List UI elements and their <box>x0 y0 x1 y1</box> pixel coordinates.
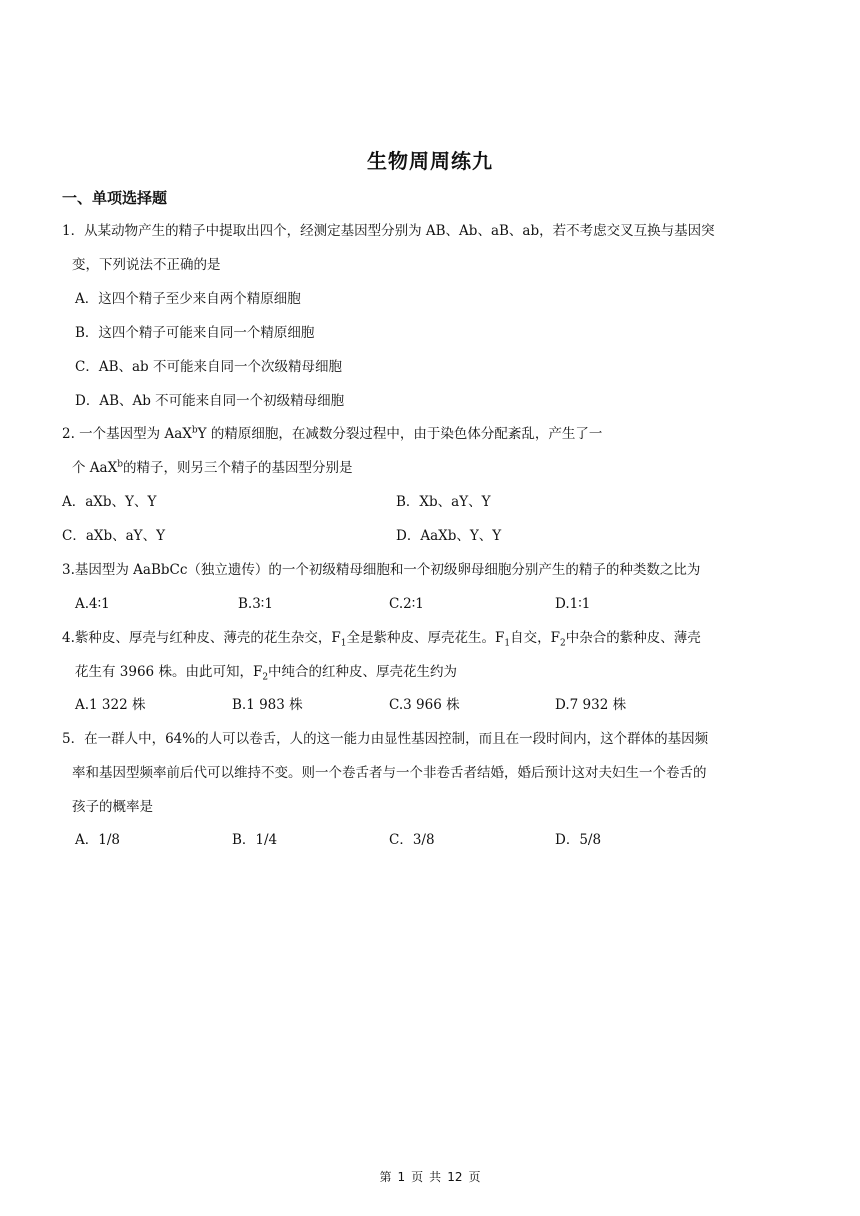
q3-option-d: D.1∶1 <box>555 596 591 612</box>
q1-stem-line2: 变，下列说法不正确的是 <box>72 257 221 273</box>
q4-text: 花生有 3966 株。由此可知，F <box>75 664 263 680</box>
section-heading: 一、单项选择题 <box>62 189 168 207</box>
q4-option-d: D.7 932 株 <box>555 697 627 713</box>
q2-option-a: A．aXb、Y、Y <box>62 494 157 510</box>
q5-stem-line1: 5．在一群人中，64%的人可以卷舌，人的这一能力由显性基因控制，而且在一段时间内，这个群体的基因频 <box>62 731 709 747</box>
q4-option-b: B.1 983 株 <box>232 697 303 713</box>
footer-word: 共 <box>429 1170 442 1184</box>
q3-option-b: B.3∶1 <box>238 596 273 612</box>
q4-subscript: 1 <box>340 638 347 649</box>
current-page-number: 1 <box>397 1170 406 1184</box>
q3-stem-line1: 3.基因型为 AaBbCc（独立遗传）的一个初级精母细胞和一个初级卵母细胞分别产生的精子的种类数之比为 <box>62 562 701 578</box>
page-footer <box>0 1168 860 1185</box>
q4-stem-line1 <box>62 628 701 648</box>
q4-text: 中纯合的红种皮、厚壳花生约为 <box>268 664 458 680</box>
q2-text: 个 AaX <box>72 460 118 476</box>
q1-stem-line1: 1．从某动物产生的精子中提取出四个，经测定基因型分别为 AB、Ab、aB、ab，若不考虑交叉互换与基因突 <box>62 223 715 239</box>
q3-option-a: A.4∶1 <box>75 596 110 612</box>
q1-option-c: C．AB、ab 不可能来自同一个次级精母细胞 <box>75 359 342 375</box>
q4-stem-line2 <box>75 662 457 682</box>
q4-text: 中杂合的紫种皮、薄壳 <box>565 630 701 646</box>
q3-option-c: C.2∶1 <box>389 596 424 612</box>
q4-subscript: 2 <box>262 672 269 683</box>
q2-superscript: b <box>117 459 123 470</box>
q4-text: 全是紫种皮、厚壳花生。F <box>346 630 505 646</box>
q1-option-b: B．这四个精子可能来自同一个精原细胞 <box>75 325 315 341</box>
q5-stem-line3: 孩子的概率是 <box>72 799 153 815</box>
q2-option-b: B．Xb、aY、Y <box>396 494 491 510</box>
q5-option-b: B．1/4 <box>232 832 278 848</box>
q1-option-d: D．AB、Ab 不可能来自同一个初级精母细胞 <box>75 393 345 409</box>
q4-subscript: 2 <box>559 638 566 649</box>
page-title: 生物周周练九 <box>367 149 493 173</box>
q2-option-c: C．aXb、aY、Y <box>62 528 166 544</box>
q2-text: Y 的精原细胞，在减数分裂过程中，由于染色体分配紊乱，产生了一 <box>197 426 603 442</box>
q4-text: 自交，F <box>510 630 560 646</box>
q2-text: 的精子，则另三个精子的基因型分别是 <box>122 460 353 476</box>
q2-stem-line1 <box>62 424 602 444</box>
q1-option-a: A．这四个精子至少来自两个精原细胞 <box>75 291 301 307</box>
q5-stem-line2: 率和基因型频率前后代可以维持不变。则一个卷舌者与一个非卷舌者结婚，婚后预计这对夫妇生一个卷舌的 <box>72 765 707 781</box>
q4-subscript: 1 <box>504 638 511 649</box>
q2-superscript: b <box>191 425 198 436</box>
footer-word: 第 <box>379 1170 392 1184</box>
q5-option-a: A．1/8 <box>75 832 120 848</box>
q4-text: 4.紫种皮、厚壳与红种皮、薄壳的花生杂交，F <box>62 630 341 646</box>
q2-text: 2. 一个基因型为 AaX <box>62 426 192 442</box>
q5-option-d: D．5/8 <box>555 832 602 848</box>
footer-word: 页 <box>468 1170 481 1184</box>
q2-stem-line2 <box>72 458 352 478</box>
total-page-count: 12 <box>447 1170 463 1184</box>
q5-option-c: C．3/8 <box>389 832 435 848</box>
q4-option-c: C.3 966 株 <box>389 697 460 713</box>
q2-option-d: D．AaXb、Y、Y <box>396 528 502 544</box>
footer-word: 页 <box>411 1170 424 1184</box>
q4-option-a: A.1 322 株 <box>75 697 146 713</box>
